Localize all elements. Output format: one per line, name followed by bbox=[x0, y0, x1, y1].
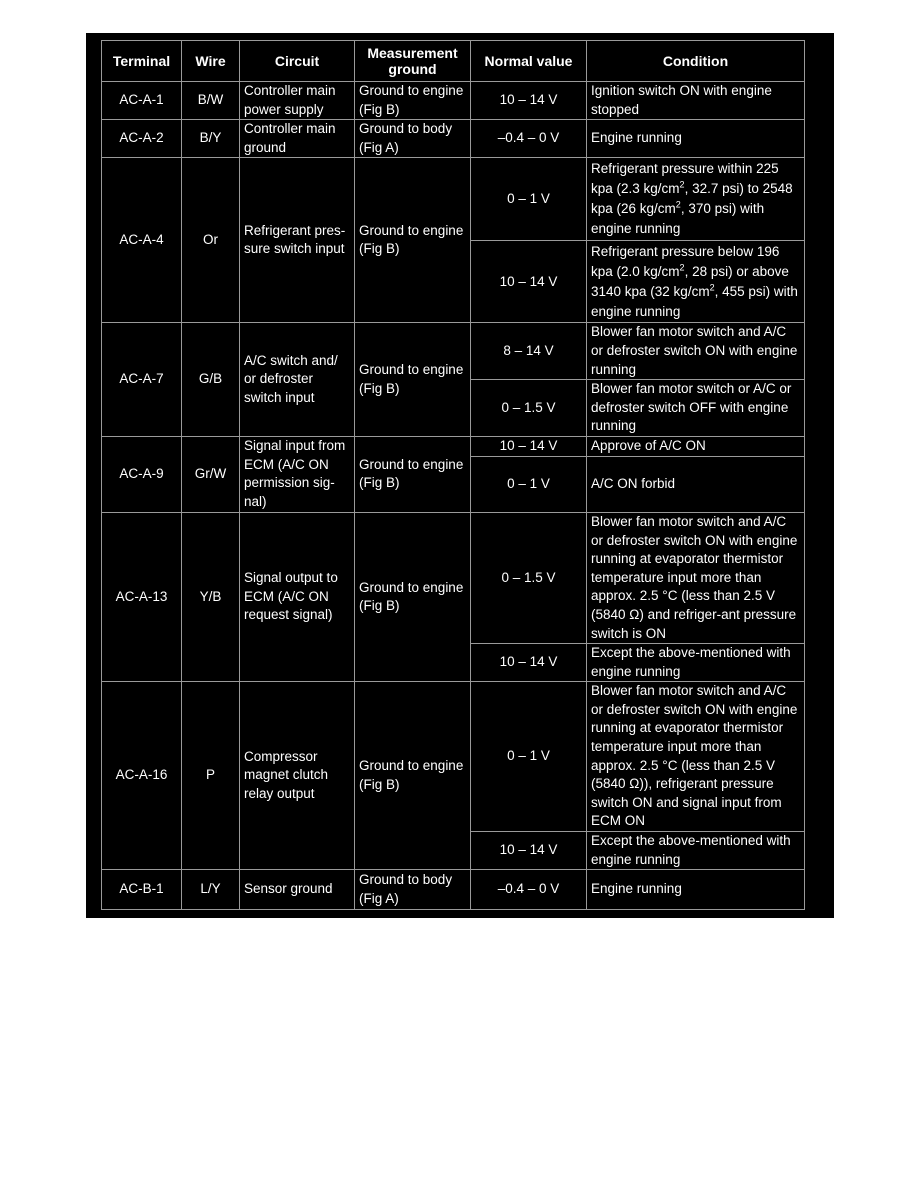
condition-cell: Ignition switch ON with engine stopped bbox=[587, 82, 805, 120]
condition-text: , 370 psi) with engine running bbox=[591, 201, 765, 237]
wire-cell: Gr/W bbox=[182, 436, 240, 512]
normal-value-cell: 10 – 14 V bbox=[471, 241, 587, 323]
circuit-cell: Refrigerant pres-sure switch input bbox=[240, 158, 355, 323]
superscript: 2 bbox=[679, 179, 685, 190]
terminal-cell: AC-A-2 bbox=[102, 120, 182, 158]
table-row bbox=[102, 436, 805, 456]
ground-cell: Ground to engine (Fig B) bbox=[355, 436, 471, 512]
normal-value-cell: 0 – 1.5 V bbox=[471, 380, 587, 437]
condition-cell: Blower fan motor switch or A/C or defroster switch OFF with engine running bbox=[587, 380, 805, 437]
normal-value-cell: 10 – 14 V bbox=[471, 436, 587, 456]
terminal-spec-table bbox=[101, 40, 805, 910]
wire-cell: B/Y bbox=[182, 120, 240, 158]
wire-cell: Y/B bbox=[182, 512, 240, 681]
superscript: 2 bbox=[679, 262, 685, 273]
condition-text: Refrigerant pressure within 225 kpa (2.3 kg/cm bbox=[591, 161, 779, 197]
terminal-cell: AC-A-13 bbox=[102, 512, 182, 681]
wire-cell: G/B bbox=[182, 323, 240, 437]
terminal-cell: AC-A-9 bbox=[102, 436, 182, 512]
superscript: 2 bbox=[675, 199, 681, 210]
circuit-cell: Controller main ground bbox=[240, 120, 355, 158]
ground-cell: Ground to engine (Fig B) bbox=[355, 323, 471, 437]
circuit-cell: Signal output to ECM (A/C ON request signal) bbox=[240, 512, 355, 681]
normal-value-cell: 0 – 1 V bbox=[471, 682, 587, 832]
ground-cell: Ground to engine (Fig B) bbox=[355, 82, 471, 120]
condition-text: , 32.7 psi) to 2548 kpa (26 kg/cm bbox=[591, 181, 793, 217]
circuit-cell: Signal input from ECM (A/C ON permission sig-nal) bbox=[240, 436, 355, 512]
terminal-cell: AC-B-1 bbox=[102, 870, 182, 910]
header-wire: Wire bbox=[182, 41, 240, 82]
wire-cell: B/W bbox=[182, 82, 240, 120]
terminal-cell: AC-A-4 bbox=[102, 158, 182, 323]
header-row bbox=[102, 41, 805, 82]
table-row bbox=[102, 323, 805, 380]
circuit-cell: Controller main power supply bbox=[240, 82, 355, 120]
table-row bbox=[102, 158, 805, 241]
ground-cell: Ground to body (Fig A) bbox=[355, 870, 471, 910]
circuit-cell: Compressor magnet clutch relay output bbox=[240, 682, 355, 870]
condition-cell: Engine running bbox=[587, 870, 805, 910]
condition-text: Refrigerant pressure below 196 kpa (2.0 kg/cm bbox=[591, 243, 780, 279]
terminal-cell: AC-A-7 bbox=[102, 323, 182, 437]
wire-cell: P bbox=[182, 682, 240, 870]
condition-cell: Blower fan motor switch and A/C or defroster switch ON with engine running at evaporator thermistor temperature input more than approx. 2.5 °C (less than 2.5 V (5840 Ω) and refriger-ant pressure switch is ON bbox=[587, 512, 805, 643]
ground-cell: Ground to engine (Fig B) bbox=[355, 512, 471, 681]
table-row bbox=[102, 870, 805, 910]
ground-cell: Ground to engine (Fig B) bbox=[355, 682, 471, 870]
normal-value-cell: 10 – 14 V bbox=[471, 82, 587, 120]
condition-text: , 28 psi) or above 3140 kpa (32 kg/cm bbox=[591, 263, 789, 299]
normal-value-cell: 0 – 1 V bbox=[471, 456, 587, 512]
table-row bbox=[102, 682, 805, 832]
condition-text: , 455 psi) with engine running bbox=[591, 283, 798, 319]
circuit-cell: A/C switch and/ or defroster switch input bbox=[240, 323, 355, 437]
condition-cell bbox=[587, 241, 805, 323]
terminal-cell: AC-A-16 bbox=[102, 682, 182, 870]
header-circuit: Circuit bbox=[240, 41, 355, 82]
circuit-cell: Sensor ground bbox=[240, 870, 355, 910]
header-normal-value: Normal value bbox=[471, 41, 587, 82]
header-terminal: Terminal bbox=[102, 41, 182, 82]
normal-value-cell: 10 – 14 V bbox=[471, 644, 587, 682]
normal-value-cell: –0.4 – 0 V bbox=[471, 120, 587, 158]
superscript: 2 bbox=[709, 282, 715, 293]
condition-cell: Approve of A/C ON bbox=[587, 436, 805, 456]
wire-cell: Or bbox=[182, 158, 240, 323]
normal-value-cell: 8 – 14 V bbox=[471, 323, 587, 380]
condition-cell: Except the above-mentioned with engine running bbox=[587, 644, 805, 682]
condition-cell: A/C ON forbid bbox=[587, 456, 805, 512]
normal-value-cell: –0.4 – 0 V bbox=[471, 870, 587, 910]
normal-value-cell: 0 – 1.5 V bbox=[471, 512, 587, 643]
condition-cell: Except the above-mentioned with engine running bbox=[587, 832, 805, 870]
table-row bbox=[102, 82, 805, 120]
condition-cell bbox=[587, 158, 805, 241]
table-row bbox=[102, 512, 805, 643]
terminal-cell: AC-A-1 bbox=[102, 82, 182, 120]
header-measurement-ground: Measurement ground bbox=[355, 41, 471, 82]
wire-cell: L/Y bbox=[182, 870, 240, 910]
normal-value-cell: 0 – 1 V bbox=[471, 158, 587, 241]
condition-cell: Blower fan motor switch and A/C or defroster switch ON with engine running at evaporator thermistor temperature input more than approx. 2.5 °C (less than 2.5 V (5840 Ω)), refrigerant pressure switch ON and signal input from ECM ON bbox=[587, 682, 805, 832]
condition-cell: Blower fan motor switch and A/C or defroster switch ON with engine running bbox=[587, 323, 805, 380]
condition-cell: Engine running bbox=[587, 120, 805, 158]
table-row bbox=[102, 120, 805, 158]
normal-value-cell: 10 – 14 V bbox=[471, 832, 587, 870]
ground-cell: Ground to body (Fig A) bbox=[355, 120, 471, 158]
header-condition: Condition bbox=[587, 41, 805, 82]
ground-cell: Ground to engine (Fig B) bbox=[355, 158, 471, 323]
